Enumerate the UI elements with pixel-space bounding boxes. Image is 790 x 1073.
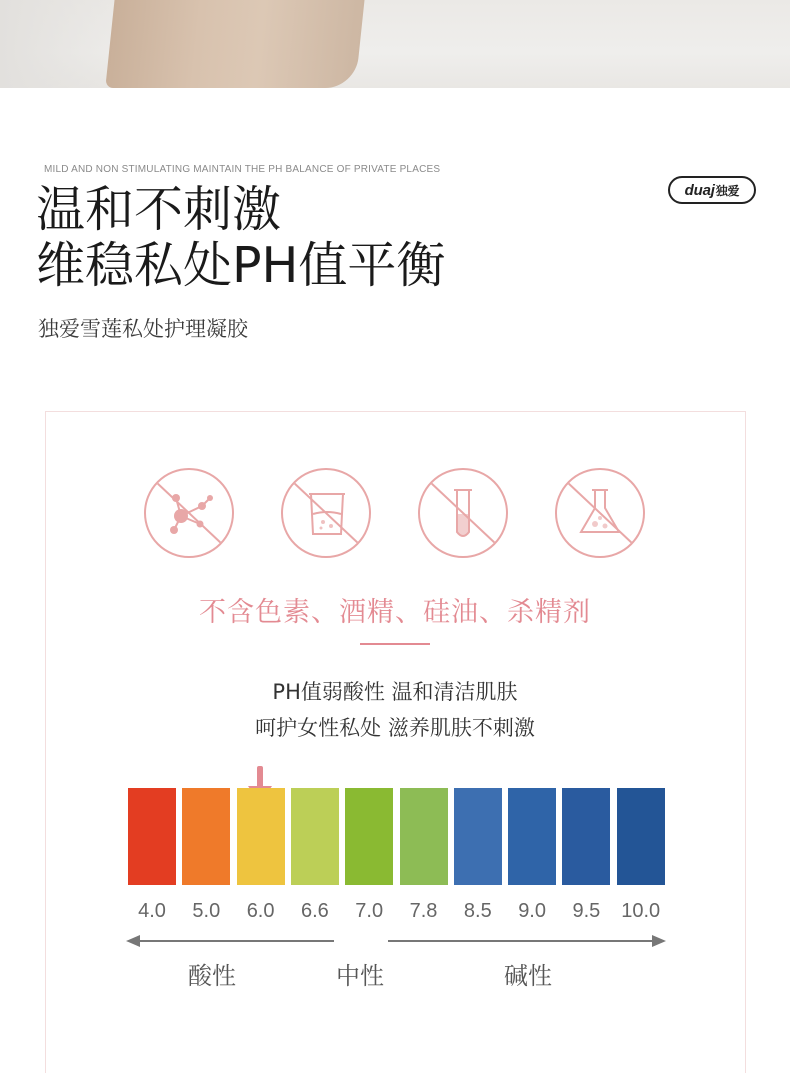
- alkaline-label: 碱性: [504, 962, 552, 990]
- ph-scale-arrows: [126, 932, 666, 950]
- hero-image: [0, 0, 790, 88]
- eyebrow-text: MILD AND NON STIMULATING MAINTAIN THE PH BALANCE OF PRIVATE PLACES: [44, 164, 441, 175]
- ph-bar: [345, 788, 393, 885]
- ph-tick-label: 6.6: [300, 900, 329, 922]
- ph-tick-label: 9.0: [518, 900, 546, 922]
- hero-arm: [105, 0, 368, 88]
- page-title: [36, 182, 445, 294]
- ph-bar: [400, 788, 448, 885]
- beaker-icon: [281, 468, 371, 558]
- ph-color-bars: [128, 788, 664, 885]
- ph-tick-label: 7.0: [355, 900, 384, 922]
- ph-bar: [237, 788, 285, 885]
- ph-tick-label: 6.0: [246, 900, 275, 922]
- product-subtitle: 独爱雪莲私处护理凝胶: [38, 317, 248, 341]
- right-arrow-icon: [652, 935, 666, 947]
- ph-bar: [128, 788, 176, 885]
- no-ingredient-icons: [144, 468, 646, 560]
- ph-bar: [508, 788, 556, 885]
- ph-tick-label: 10.0: [621, 900, 661, 922]
- flask-icon: [555, 468, 645, 558]
- ph-bar: [562, 788, 610, 885]
- ph-tick-label: 7.8: [409, 900, 438, 922]
- ph-bar: [454, 788, 502, 885]
- ph-description-line-1: PH值弱酸性 温和清洁肌肤: [272, 680, 518, 704]
- ph-tick-label: 8.5: [463, 900, 492, 922]
- test-tube-icon: [418, 468, 508, 558]
- title-line-2: 维稳私处PH值平衡: [36, 237, 446, 294]
- title-line-1: 温和不刺激: [36, 181, 282, 238]
- ph-tick-label: 9.5: [572, 900, 601, 922]
- ph-bar: [182, 788, 230, 885]
- neutral-label: 中性: [336, 962, 384, 990]
- ph-tick-labels: [128, 900, 664, 926]
- brand-logo-chinese: 独爱: [715, 183, 740, 198]
- left-arrow-icon: [126, 935, 140, 947]
- ph-tick-label: 4.0: [138, 900, 166, 922]
- ph-tick-label: 5.0: [192, 900, 221, 922]
- molecule-icon: [144, 468, 234, 558]
- accent-divider: [360, 643, 430, 645]
- brand-logo-latin: duaj: [684, 181, 715, 199]
- ph-description-line-2: 呵护女性私处 滋养肌肤不刺激: [255, 716, 535, 740]
- ph-bar: [617, 788, 665, 885]
- ph-bar: [291, 788, 339, 885]
- acid-label: 酸性: [188, 962, 236, 990]
- no-additives-text: 不含色素、酒精、硅油、杀精剂: [199, 597, 591, 628]
- brand-logo: [668, 176, 756, 204]
